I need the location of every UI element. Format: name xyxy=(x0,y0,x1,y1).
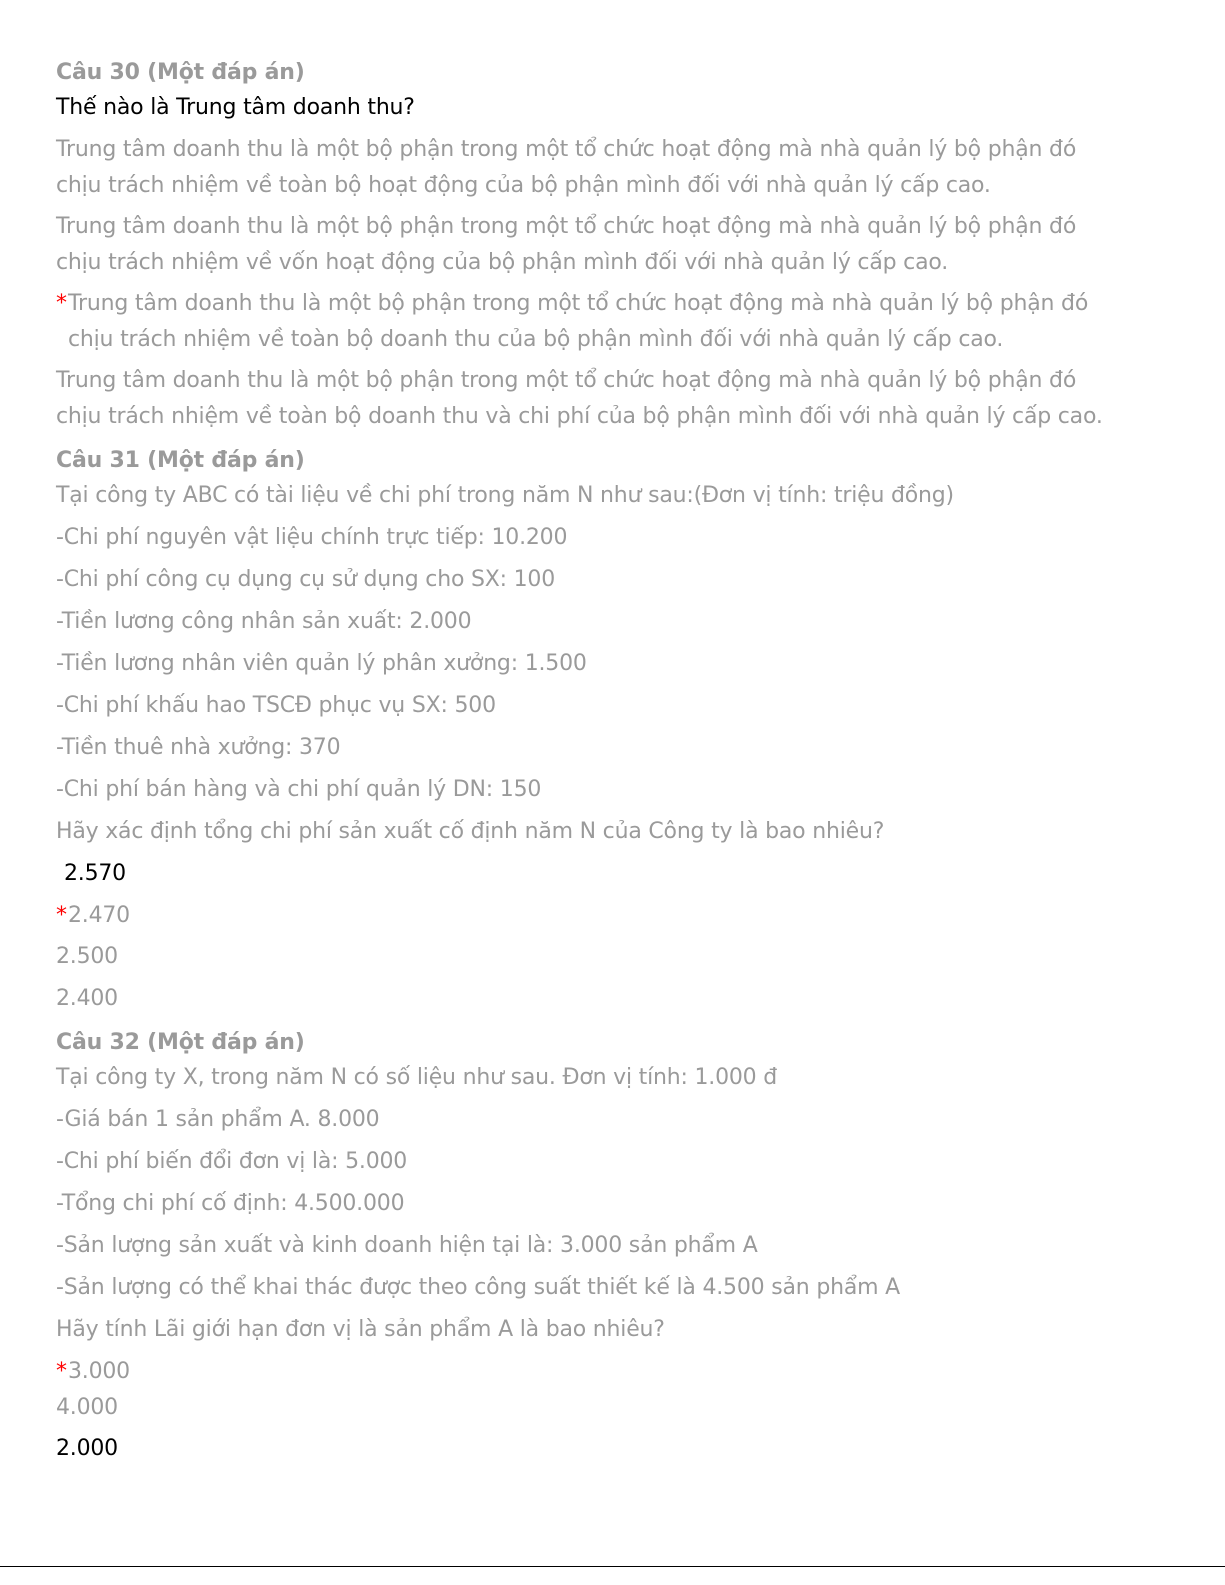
answer-option-line: Trung tâm doanh thu là một bộ phận trong một tổ chức hoạt động mà nhà quản lý bộ phận đó xyxy=(56,214,1077,239)
question-text-line: -Tổng chi phí cố định: 4.500.000 xyxy=(56,1191,405,1216)
question-text-line: -Giá bán 1 sản phẩm A. 8.000 xyxy=(56,1107,380,1132)
answer-option-text: 2.500 xyxy=(56,944,118,969)
answer-option-text: 2.400 xyxy=(56,985,118,1011)
answer-option-text: 2.470 xyxy=(68,902,130,928)
question-32 xyxy=(56,1026,1206,1467)
page-bottom-divider xyxy=(0,1566,1225,1567)
quiz-page xyxy=(56,56,1206,1477)
answer-option-text: 2.570 xyxy=(64,861,126,886)
question-text-line: -Chi phí nguyên vật liệu chính trực tiếp: 10.200 xyxy=(56,525,568,550)
question-text-line: Tại công ty X, trong năm N có số liệu như sau. Đơn vị tính: 1.000 đ xyxy=(56,1065,778,1090)
answer-option-line: Trung tâm doanh thu là một bộ phận trong một tổ chức hoạt động mà nhà quản lý bộ phận đó xyxy=(56,137,1077,162)
answer-option-correct[interactable] xyxy=(56,898,1206,934)
answer-option[interactable] xyxy=(56,856,1206,892)
question-text-line: -Sản lượng có thể khai thác được theo công suất thiết kế là 4.500 sản phẩm A xyxy=(56,1275,900,1300)
question-text-line: -Tiền thuê nhà xưởng: 370 xyxy=(56,735,341,760)
answer-option-line: chịu trách nhiệm về toàn bộ doanh thu và chi phí của bộ phận mình đối với nhà quản lý cấp cao. xyxy=(56,403,1103,429)
question-title: Thế nào là Trung tâm doanh thu? xyxy=(56,95,415,120)
correct-answer-marker: * xyxy=(56,1359,67,1384)
answer-option-correct[interactable] xyxy=(56,286,1206,357)
question-text-line: Hãy xác định tổng chi phí sản xuất cố định năm N của Công ty là bao nhiêu? xyxy=(56,819,885,844)
question-31 xyxy=(56,444,1206,1016)
answer-option-line: Trung tâm doanh thu là một bộ phận trong một tổ chức hoạt động mà nhà quản lý bộ phận đó xyxy=(56,368,1077,393)
question-text-line: -Chi phí bán hàng và chi phí quản lý DN: 150 xyxy=(56,777,542,802)
answer-option[interactable] xyxy=(56,1390,1206,1426)
question-text-line: -Chi phí công cụ dụng cụ sử dụng cho SX: 100 xyxy=(56,567,556,592)
answer-option-line: chịu trách nhiệm về toàn bộ doanh thu của bộ phận mình đối với nhà quản lý cấp cao. xyxy=(68,326,1004,352)
answer-option-text: 2.000 xyxy=(56,1436,118,1461)
question-text-line: Tại công ty ABC có tài liệu về chi phí trong năm N như sau:(Đơn vị tính: triệu đồng) xyxy=(56,483,954,508)
answer-option[interactable] xyxy=(56,1431,1206,1467)
answer-option[interactable] xyxy=(56,939,1206,975)
question-text-line: -Tiền lương nhân viên quản lý phân xưởng: 1.500 xyxy=(56,651,587,676)
question-header: Câu 32 (Một đáp án) xyxy=(56,1030,305,1055)
answer-option[interactable] xyxy=(56,132,1206,203)
answer-option-line: Trung tâm doanh thu là một bộ phận trong một tổ chức hoạt động mà nhà quản lý bộ phận đó xyxy=(68,291,1089,316)
question-text-line: -Sản lượng sản xuất và kinh doanh hiện tại là: 3.000 sản phẩm A xyxy=(56,1233,758,1258)
question-30 xyxy=(56,56,1206,434)
answer-option[interactable] xyxy=(56,209,1206,280)
answer-option-line: chịu trách nhiệm về vốn hoạt động của bộ phận mình đối với nhà quản lý cấp cao. xyxy=(56,249,949,275)
answer-option-text: 3.000 xyxy=(68,1359,130,1384)
answer-option[interactable] xyxy=(56,363,1206,434)
answer-option-correct[interactable] xyxy=(56,1354,1206,1390)
answer-option[interactable] xyxy=(56,981,1206,1017)
correct-answer-marker: * xyxy=(56,291,67,316)
correct-answer-marker: * xyxy=(56,902,67,928)
question-text-line: -Chi phí khấu hao TSCĐ phục vụ SX: 500 xyxy=(56,693,496,718)
answer-option-line: chịu trách nhiệm về toàn bộ hoạt động của bộ phận mình đối với nhà quản lý cấp cao. xyxy=(56,172,991,198)
question-header: Câu 31 (Một đáp án) xyxy=(56,448,305,473)
answer-option-text: 4.000 xyxy=(56,1394,118,1420)
question-text-line: -Tiền lương công nhân sản xuất: 2.000 xyxy=(56,609,472,634)
question-text-line: Hãy tính Lãi giới hạn đơn vị là sản phẩm A là bao nhiêu? xyxy=(56,1317,665,1342)
question-text-line: -Chi phí biến đổi đơn vị là: 5.000 xyxy=(56,1149,408,1174)
question-header: Câu 30 (Một đáp án) xyxy=(56,60,305,85)
